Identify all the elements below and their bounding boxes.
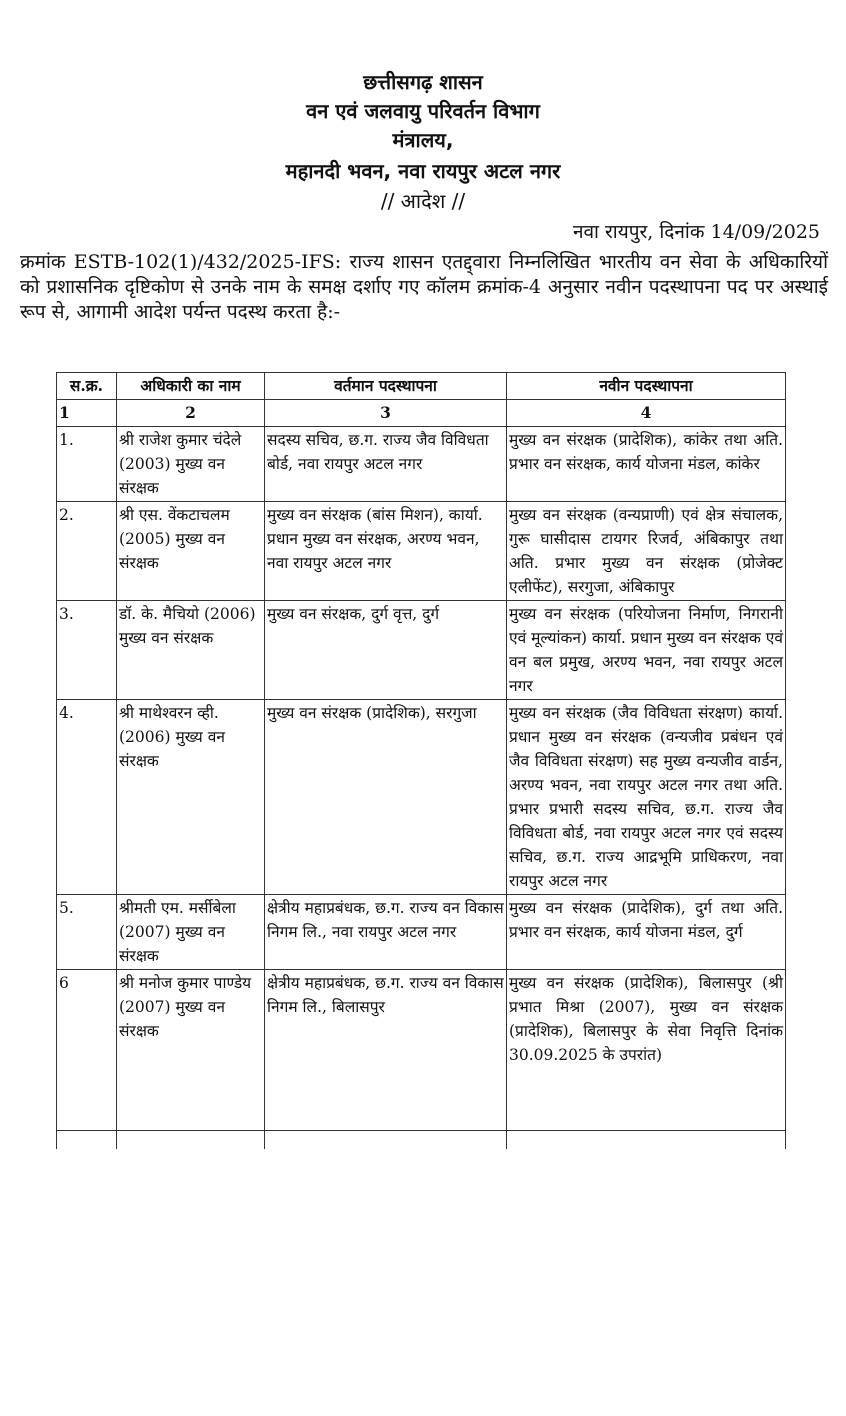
col-number: 4	[507, 400, 786, 427]
order-date: नवा रायपुर, दिनांक 14/09/2025	[572, 221, 820, 243]
table-row-continuation	[57, 1131, 786, 1150]
row-new-posting: मुख्य वन संरक्षक (जैव विविधता संरक्षण) कार्या. प्रधान मुख्य वन संरक्षक (वन्यजीव प्रबंधन एवं जैव विविधता संरक्षण) सह मुख्य वन्यजीव वार्डन, अरण्य भवन, नवा रायपुर अटल नगर तथा अति. प्रभार प्रभारी सदस्य सचिव, छ.ग. राज्य जैव विविधता बोर्ड, नवा रायपुर अटल नगर एवं सदस्य सचिव, छ.ग. राज्य आद्रभूमि प्राधिकरण, नवा रायपुर अटल नगर	[507, 700, 786, 895]
row-current-posting: सदस्य सचिव, छ.ग. राज्य जैव विविधता बोर्ड, नवा रायपुर अटल नगर	[265, 427, 507, 502]
header-current-posting: वर्तमान पदस्थापना	[265, 373, 507, 400]
row-sr: 3.	[57, 601, 117, 700]
table-row	[57, 895, 786, 970]
col-number: 2	[117, 400, 265, 427]
table-row	[57, 502, 786, 601]
row-current-posting: क्षेत्रीय महाप्रबंधक, छ.ग. राज्य वन विकास निगम लि., नवा रायपुर अटल नगर	[265, 895, 507, 970]
header-sr: स.क्र.	[57, 373, 117, 400]
row-sr: 6	[57, 970, 117, 1131]
row-new-posting: मुख्य वन संरक्षक (प्रादेशिक), कांकेर तथा अति. प्रभार वन संरक्षक, कार्य योजना मंडल, कांकेर	[507, 427, 786, 502]
col-number: 1	[57, 400, 117, 427]
table-row	[57, 970, 786, 1131]
row-name: श्री एस. वेंकटाचलम (2005) मुख्य वन संरक्षक	[117, 502, 265, 601]
row-name: श्रीमती एम. मर्सीबेला (2007) मुख्य वन संरक्षक	[117, 895, 265, 970]
header-government: छत्तीसगढ़ शासन	[363, 70, 483, 94]
row-new-posting: मुख्य वन संरक्षक (प्रादेशिक), बिलासपुर (श्री प्रभात मिश्रा (2007), मुख्य वन संरक्षक (प्रादेशिक), बिलासपुर के सेवा निवृत्ति दिनांक 30.09.2025 के उपरांत)	[507, 970, 786, 1131]
table-row	[57, 700, 786, 895]
row-sr: 5.	[57, 895, 117, 970]
row-name: श्री मनोज कुमार पाण्डेय (2007) मुख्य वन संरक्षक	[117, 970, 265, 1131]
row-sr: 1.	[57, 427, 117, 502]
row-name: श्री माथेश्वरन व्ही. (2006) मुख्य वन संरक्षक	[117, 700, 265, 895]
row-current-posting: मुख्य वन संरक्षक, दुर्ग वृत्त, दुर्ग	[265, 601, 507, 700]
table-row	[57, 601, 786, 700]
order-text: क्रमांक ESTB-102(1)/432/2025-IFS: राज्य शासन एतद्द्वारा निम्नलिखित भारतीय वन सेवा के अधिकारियों को प्रशासनिक दृष्टिकोण से उनके नाम के समक्ष दर्शाए गए कॉलम क्रमांक-4 अनुसार नवीन पदस्थापना पद पर अस्थाई रूप से, आगामी आदेश पर्यन्त पदस्थ करता है:-	[20, 251, 828, 323]
row-name: डॉ. के. मैचियो (2006) मुख्य वन संरक्षक	[117, 601, 265, 700]
row-sr: 4.	[57, 700, 117, 895]
row-sr: 2.	[57, 502, 117, 601]
row-current-posting: मुख्य वन संरक्षक (प्रादेशिक), सरगुजा	[265, 700, 507, 895]
row-new-posting: मुख्य वन संरक्षक (परियोजना निर्माण, निगरानी एवं मूल्यांकन) कार्या. प्रधान मुख्य वन संरक्षक एवं वन बल प्रमुख, अरण्य भवन, नवा रायपुर अटल नगर	[507, 601, 786, 700]
col-number: 3	[265, 400, 507, 427]
row-current-posting: मुख्य वन संरक्षक (बांस मिशन), कार्या. प्रधान मुख्य वन संरक्षक, अरण्य भवन, नवा रायपुर अटल नगर	[265, 502, 507, 601]
header-address: महानदी भवन, नवा रायपुर अटल नगर	[285, 159, 561, 183]
header-name: अधिकारी का नाम	[117, 373, 265, 400]
header-new-posting: नवीन पदस्थापना	[507, 373, 786, 400]
header-department: वन एवं जलवायु परिवर्तन विभाग	[306, 99, 540, 123]
row-new-posting: मुख्य वन संरक्षक (प्रादेशिक), दुर्ग तथा अति. प्रभार वन संरक्षक, कार्य योजना मंडल, दुर्ग	[507, 895, 786, 970]
row-current-posting: क्षेत्रीय महाप्रबंधक, छ.ग. राज्य वन विकास निगम लि., बिलासपुर	[265, 970, 507, 1131]
row-name: श्री राजेश कुमार चंदेले (2003) मुख्य वन संरक्षक	[117, 427, 265, 502]
table-header-row	[57, 373, 786, 400]
table-row	[57, 427, 786, 502]
row-new-posting: मुख्य वन संरक्षक (वन्यप्राणी) एवं क्षेत्र संचालक, गुरू घासीदास टायगर रिजर्व, अंबिकापुर तथा अति. प्रभार मुख्य वन संरक्षक (प्रोजेक्ट एलीफेंट), सरगुजा, अंबिकापुर	[507, 502, 786, 601]
column-number-row	[57, 400, 786, 427]
header-ministry: मंत्रालय,	[392, 128, 454, 152]
postings-table	[56, 372, 786, 1149]
header-order-title: // आदेश //	[380, 189, 466, 213]
